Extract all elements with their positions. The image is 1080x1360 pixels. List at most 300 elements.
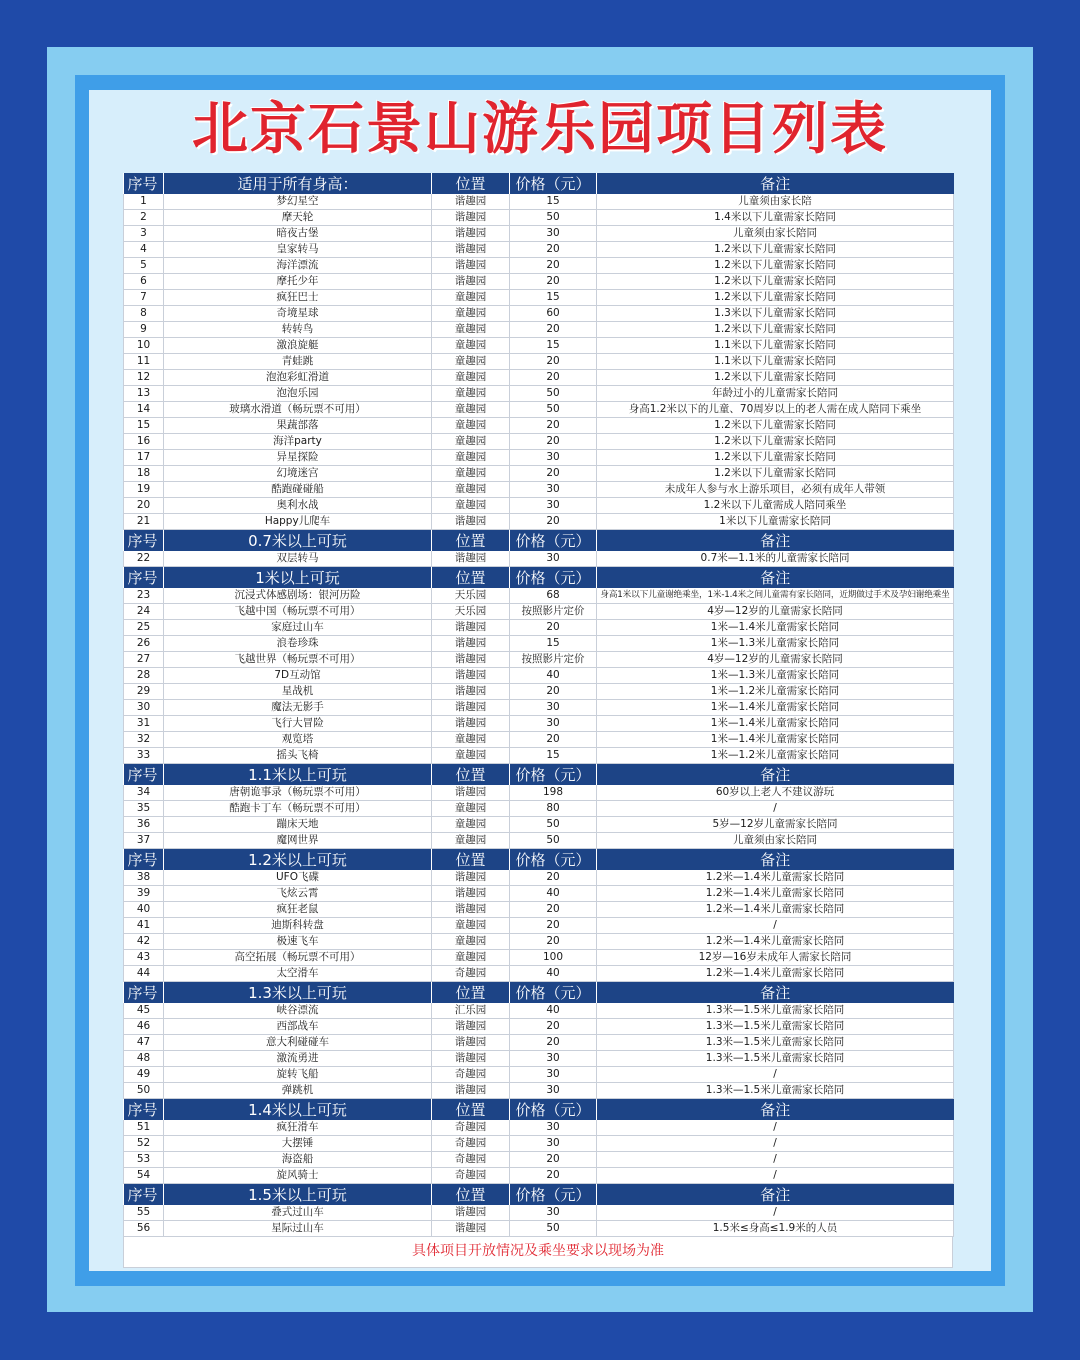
header-location-label: 位置 bbox=[432, 530, 510, 552]
ride-location: 童趣园 bbox=[432, 450, 510, 466]
ride-name: 星战机 bbox=[164, 684, 432, 700]
header-price-label: 价格（元） bbox=[510, 849, 597, 871]
ride-name: 浪卷珍珠 bbox=[164, 636, 432, 652]
ride-note: 4岁—12岁的儿童需家长陪同 bbox=[597, 604, 954, 620]
header-note-label: 备注 bbox=[597, 1099, 954, 1121]
ride-note: / bbox=[597, 1205, 954, 1221]
ride-price: 20 bbox=[510, 274, 597, 290]
ride-price: 30 bbox=[510, 450, 597, 466]
header-note-label: 备注 bbox=[597, 1184, 954, 1206]
ride-name: 奇境星球 bbox=[164, 306, 432, 322]
ride-price: 30 bbox=[510, 1205, 597, 1221]
ride-price: 40 bbox=[510, 966, 597, 982]
ride-note: 1米—1.4米儿童需家长陪同 bbox=[597, 716, 954, 732]
ride-price: 100 bbox=[510, 950, 597, 966]
ride-note: / bbox=[597, 1136, 954, 1152]
header-no-label: 序号 bbox=[124, 849, 164, 871]
row-number: 15 bbox=[124, 418, 164, 434]
header-note-label: 备注 bbox=[597, 567, 954, 589]
row-number: 9 bbox=[124, 322, 164, 338]
ride-location: 谐趣园 bbox=[432, 1205, 510, 1221]
ride-name: 叠式过山车 bbox=[164, 1205, 432, 1221]
ride-note: 1米—1.4米儿童需家长陪同 bbox=[597, 700, 954, 716]
table-row bbox=[124, 290, 954, 306]
ride-name: 疯狂滑车 bbox=[164, 1120, 432, 1136]
row-number: 2 bbox=[124, 210, 164, 226]
row-number: 40 bbox=[124, 902, 164, 918]
section-header bbox=[124, 1184, 954, 1206]
ride-location: 谐趣园 bbox=[432, 668, 510, 684]
header-location-label: 位置 bbox=[432, 567, 510, 589]
table-row bbox=[124, 258, 954, 274]
row-number: 46 bbox=[124, 1019, 164, 1035]
row-number: 48 bbox=[124, 1051, 164, 1067]
ride-location: 童趣园 bbox=[432, 934, 510, 950]
ride-name: 摩托少年 bbox=[164, 274, 432, 290]
ride-location: 谐趣园 bbox=[432, 226, 510, 242]
ride-name: 青蛙跳 bbox=[164, 354, 432, 370]
ride-price: 20 bbox=[510, 1019, 597, 1035]
ride-note: / bbox=[597, 918, 954, 934]
ride-price: 按照影片定价 bbox=[510, 652, 597, 668]
table-row bbox=[124, 1051, 954, 1067]
ride-location: 谐趣园 bbox=[432, 886, 510, 902]
ride-price: 20 bbox=[510, 370, 597, 386]
ride-location: 童趣园 bbox=[432, 817, 510, 833]
ride-name: 高空拓展（畅玩票不可用） bbox=[164, 950, 432, 966]
ride-location: 天乐园 bbox=[432, 604, 510, 620]
row-number: 35 bbox=[124, 801, 164, 817]
header-no-label: 序号 bbox=[124, 567, 164, 589]
header-no-label: 序号 bbox=[124, 173, 164, 194]
ride-name: 果蔬部落 bbox=[164, 418, 432, 434]
table-row bbox=[124, 684, 954, 700]
table-row bbox=[124, 620, 954, 636]
table-row bbox=[124, 306, 954, 322]
ride-note: 1.1米以下儿童需家长陪同 bbox=[597, 338, 954, 354]
row-number: 53 bbox=[124, 1152, 164, 1168]
ride-location: 谐趣园 bbox=[432, 636, 510, 652]
row-number: 49 bbox=[124, 1067, 164, 1083]
ride-price: 20 bbox=[510, 434, 597, 450]
ride-name: 海洋party bbox=[164, 434, 432, 450]
row-number: 19 bbox=[124, 482, 164, 498]
table-row bbox=[124, 652, 954, 668]
header-location-label: 位置 bbox=[432, 849, 510, 871]
header-location-label: 位置 bbox=[432, 1184, 510, 1206]
header-price-label: 价格（元） bbox=[510, 567, 597, 589]
ride-price: 15 bbox=[510, 194, 597, 210]
ride-price: 15 bbox=[510, 290, 597, 306]
ride-note: 12岁—16岁未成年人需家长陪同 bbox=[597, 950, 954, 966]
table-row bbox=[124, 1067, 954, 1083]
table-row bbox=[124, 1205, 954, 1221]
ride-price: 80 bbox=[510, 801, 597, 817]
table-row bbox=[124, 934, 954, 950]
ride-location: 奇趣园 bbox=[432, 1136, 510, 1152]
ride-note: 1.2米以下儿童需家长陪同 bbox=[597, 290, 954, 306]
row-number: 55 bbox=[124, 1205, 164, 1221]
ride-location: 谐趣园 bbox=[432, 1051, 510, 1067]
section-header bbox=[124, 530, 954, 552]
ride-note: 年龄过小的儿童需家长陪同 bbox=[597, 386, 954, 402]
table-row bbox=[124, 370, 954, 386]
row-number: 34 bbox=[124, 785, 164, 801]
ride-note: / bbox=[597, 801, 954, 817]
row-number: 41 bbox=[124, 918, 164, 934]
ride-name: 飞越世界（畅玩票不可用） bbox=[164, 652, 432, 668]
ride-price: 20 bbox=[510, 918, 597, 934]
ride-note: 0.7米—1.1米的儿童需家长陪同 bbox=[597, 551, 954, 567]
ride-note: 1.2米以下儿童需家长陪同 bbox=[597, 322, 954, 338]
ride-name: 飞越中国（畅玩票不可用） bbox=[164, 604, 432, 620]
ride-location: 谐趣园 bbox=[432, 700, 510, 716]
section-height-label: 1.4米以上可玩 bbox=[164, 1099, 432, 1121]
table-row bbox=[124, 817, 954, 833]
ride-price: 20 bbox=[510, 620, 597, 636]
table-row bbox=[124, 210, 954, 226]
row-number: 36 bbox=[124, 817, 164, 833]
table-row bbox=[124, 386, 954, 402]
ride-note: 1.1米以下儿童需家长陪同 bbox=[597, 354, 954, 370]
ride-note: 1.2米以下儿童需家长陪同 bbox=[597, 242, 954, 258]
row-number: 1 bbox=[124, 194, 164, 210]
table-row bbox=[124, 732, 954, 748]
section-header bbox=[124, 567, 954, 589]
ride-note: 儿童须由家长陪同 bbox=[597, 226, 954, 242]
ride-note: 1.2米以下儿童需家长陪同 bbox=[597, 274, 954, 290]
row-number: 14 bbox=[124, 402, 164, 418]
ride-name: 酷跑碰碰船 bbox=[164, 482, 432, 498]
row-number: 51 bbox=[124, 1120, 164, 1136]
table-row bbox=[124, 1083, 954, 1099]
row-number: 30 bbox=[124, 700, 164, 716]
ride-note: 未成年人参与水上游乐项目，必须有成年人带领 bbox=[597, 482, 954, 498]
ride-note: 1.3米—1.5米儿童需家长陪同 bbox=[597, 1003, 954, 1019]
ride-price: 20 bbox=[510, 466, 597, 482]
ride-note: 身高1米以下儿童谢绝乘坐，1米-1.4米之间儿童需有家长陪同，近期做过手术及孕妇谢绝乘坐 bbox=[597, 588, 954, 604]
row-number: 6 bbox=[124, 274, 164, 290]
ride-price: 50 bbox=[510, 386, 597, 402]
ride-note: 1.3米—1.5米儿童需家长陪同 bbox=[597, 1051, 954, 1067]
ride-price: 50 bbox=[510, 210, 597, 226]
ride-location: 童趣园 bbox=[432, 833, 510, 849]
header-note-label: 备注 bbox=[597, 982, 954, 1004]
ride-price: 按照影片定价 bbox=[510, 604, 597, 620]
ride-name: 西部战车 bbox=[164, 1019, 432, 1035]
ride-price: 40 bbox=[510, 886, 597, 902]
header-no-label: 序号 bbox=[124, 530, 164, 552]
ride-location: 童趣园 bbox=[432, 732, 510, 748]
ride-name: 海盗船 bbox=[164, 1152, 432, 1168]
ride-note: / bbox=[597, 1067, 954, 1083]
ride-note: 1米以下儿童需家长陪同 bbox=[597, 514, 954, 530]
ride-note: 1.3米—1.5米儿童需家长陪同 bbox=[597, 1035, 954, 1051]
table-row bbox=[124, 354, 954, 370]
ride-price: 20 bbox=[510, 934, 597, 950]
header-note-label: 备注 bbox=[597, 530, 954, 552]
ride-price: 20 bbox=[510, 684, 597, 700]
row-number: 37 bbox=[124, 833, 164, 849]
ride-location: 奇趣园 bbox=[432, 1168, 510, 1184]
header-location-label: 位置 bbox=[432, 1099, 510, 1121]
table-row bbox=[124, 1019, 954, 1035]
ride-location: 童趣园 bbox=[432, 748, 510, 764]
table-row bbox=[124, 1035, 954, 1051]
ride-price: 15 bbox=[510, 636, 597, 652]
header-price-label: 价格（元） bbox=[510, 1184, 597, 1206]
ride-location: 奇趣园 bbox=[432, 1120, 510, 1136]
ride-name: 魔网世界 bbox=[164, 833, 432, 849]
table-row bbox=[124, 402, 954, 418]
header-note-label: 备注 bbox=[597, 173, 954, 194]
section-height-label: 0.7米以上可玩 bbox=[164, 530, 432, 552]
section-header bbox=[124, 1099, 954, 1121]
ride-price: 15 bbox=[510, 748, 597, 764]
ride-name: 旋转飞船 bbox=[164, 1067, 432, 1083]
ride-note: / bbox=[597, 1152, 954, 1168]
ride-name: 奥利水战 bbox=[164, 498, 432, 514]
ride-name: 大摆锤 bbox=[164, 1136, 432, 1152]
ride-name: 蹦床天地 bbox=[164, 817, 432, 833]
ride-price: 50 bbox=[510, 1221, 597, 1237]
ride-location: 谐趣园 bbox=[432, 652, 510, 668]
table-row bbox=[124, 1136, 954, 1152]
ride-note: 1.3米—1.5米儿童需家长陪同 bbox=[597, 1083, 954, 1099]
ride-note: 1米—1.4米儿童需家长陪同 bbox=[597, 620, 954, 636]
row-number: 44 bbox=[124, 966, 164, 982]
ride-note: 儿童须由家长陪 bbox=[597, 194, 954, 210]
table-row bbox=[124, 902, 954, 918]
ride-name: 家庭过山车 bbox=[164, 620, 432, 636]
ride-price: 30 bbox=[510, 1067, 597, 1083]
table-row bbox=[124, 1003, 954, 1019]
row-number: 32 bbox=[124, 732, 164, 748]
table-row bbox=[124, 833, 954, 849]
header-price-label: 价格（元） bbox=[510, 173, 597, 194]
ride-price: 20 bbox=[510, 418, 597, 434]
table-row bbox=[124, 801, 954, 817]
table-row bbox=[124, 450, 954, 466]
ride-name: 疯狂巴士 bbox=[164, 290, 432, 306]
row-number: 43 bbox=[124, 950, 164, 966]
table-row bbox=[124, 418, 954, 434]
ride-location: 童趣园 bbox=[432, 290, 510, 306]
ride-name: 峡谷漂流 bbox=[164, 1003, 432, 1019]
ride-note: 4岁—12岁的儿童需家长陪同 bbox=[597, 652, 954, 668]
table-row bbox=[124, 918, 954, 934]
section-header bbox=[124, 764, 954, 786]
ride-price: 198 bbox=[510, 785, 597, 801]
ride-name: 梦幻星空 bbox=[164, 194, 432, 210]
ride-note: 5岁—12岁儿童需家长陪同 bbox=[597, 817, 954, 833]
row-number: 26 bbox=[124, 636, 164, 652]
ride-price: 20 bbox=[510, 1035, 597, 1051]
ride-location: 奇趣园 bbox=[432, 966, 510, 982]
header-no-label: 序号 bbox=[124, 1099, 164, 1121]
row-number: 56 bbox=[124, 1221, 164, 1237]
table-row bbox=[124, 274, 954, 290]
ride-name: 星际过山车 bbox=[164, 1221, 432, 1237]
ride-note: 1.5米≤身高≤1.9米的人员 bbox=[597, 1221, 954, 1237]
ride-name: 疯狂老鼠 bbox=[164, 902, 432, 918]
row-number: 18 bbox=[124, 466, 164, 482]
ride-location: 童趣园 bbox=[432, 801, 510, 817]
ride-note: 1.3米—1.5米儿童需家长陪同 bbox=[597, 1019, 954, 1035]
ride-note: / bbox=[597, 1168, 954, 1184]
ride-price: 30 bbox=[510, 482, 597, 498]
ride-name: 唐朝诡事录（畅玩票不可用） bbox=[164, 785, 432, 801]
ride-location: 谐趣园 bbox=[432, 514, 510, 530]
ride-location: 谐趣园 bbox=[432, 684, 510, 700]
ride-location: 童趣园 bbox=[432, 466, 510, 482]
ride-price: 30 bbox=[510, 1051, 597, 1067]
ride-location: 汇乐园 bbox=[432, 1003, 510, 1019]
table-row bbox=[124, 886, 954, 902]
header-no-label: 序号 bbox=[124, 764, 164, 786]
section-header bbox=[124, 173, 954, 194]
table-row bbox=[124, 1152, 954, 1168]
ride-note: 1.2米以下儿童需成人陪同乘坐 bbox=[597, 498, 954, 514]
row-number: 23 bbox=[124, 588, 164, 604]
ride-price: 30 bbox=[510, 1083, 597, 1099]
table-row bbox=[124, 636, 954, 652]
row-number: 22 bbox=[124, 551, 164, 567]
row-number: 8 bbox=[124, 306, 164, 322]
ride-location: 谐趣园 bbox=[432, 716, 510, 732]
ride-price: 20 bbox=[510, 732, 597, 748]
ride-note: 1米—1.3米儿童需家长陪同 bbox=[597, 668, 954, 684]
table-row bbox=[124, 870, 954, 886]
ride-note: 1米—1.3米儿童需家长陪同 bbox=[597, 636, 954, 652]
ride-location: 谐趣园 bbox=[432, 870, 510, 886]
ride-location: 奇趣园 bbox=[432, 1067, 510, 1083]
ride-note: 1.2米以下儿童需家长陪同 bbox=[597, 434, 954, 450]
ride-name: 太空滑车 bbox=[164, 966, 432, 982]
header-location-label: 位置 bbox=[432, 173, 510, 194]
ride-note: 儿童须由家长陪同 bbox=[597, 833, 954, 849]
ride-location: 谐趣园 bbox=[432, 210, 510, 226]
ride-price: 15 bbox=[510, 338, 597, 354]
ride-location: 童趣园 bbox=[432, 434, 510, 450]
row-number: 10 bbox=[124, 338, 164, 354]
header-price-label: 价格（元） bbox=[510, 1099, 597, 1121]
ride-location: 童趣园 bbox=[432, 306, 510, 322]
ride-location: 奇趣园 bbox=[432, 1152, 510, 1168]
ride-note: 1.2米以下儿童需家长陪同 bbox=[597, 258, 954, 274]
row-number: 52 bbox=[124, 1136, 164, 1152]
header-no-label: 序号 bbox=[124, 1184, 164, 1206]
ride-price: 40 bbox=[510, 668, 597, 684]
row-number: 45 bbox=[124, 1003, 164, 1019]
ride-note: 1.2米—1.4米儿童需家长陪同 bbox=[597, 902, 954, 918]
ride-price: 40 bbox=[510, 1003, 597, 1019]
ride-price: 50 bbox=[510, 833, 597, 849]
section-height-label: 1.1米以上可玩 bbox=[164, 764, 432, 786]
ride-location: 谐趣园 bbox=[432, 258, 510, 274]
row-number: 28 bbox=[124, 668, 164, 684]
ride-location: 童趣园 bbox=[432, 386, 510, 402]
row-number: 20 bbox=[124, 498, 164, 514]
section-height-label: 1.2米以上可玩 bbox=[164, 849, 432, 871]
ride-price: 20 bbox=[510, 242, 597, 258]
ride-note: 1.2米以下儿童需家长陪同 bbox=[597, 370, 954, 386]
ride-note: 1.2米—1.4米儿童需家长陪同 bbox=[597, 966, 954, 982]
table-row bbox=[124, 194, 954, 210]
table-row bbox=[124, 604, 954, 620]
header-price-label: 价格（元） bbox=[510, 530, 597, 552]
ride-name: 泡泡乐园 bbox=[164, 386, 432, 402]
ride-location: 谐趣园 bbox=[432, 902, 510, 918]
section-height-label: 1米以上可玩 bbox=[164, 567, 432, 589]
header-location-label: 位置 bbox=[432, 764, 510, 786]
row-number: 4 bbox=[124, 242, 164, 258]
page-title: 北京石景山游乐园项目列表 bbox=[192, 97, 888, 162]
header-note-label: 备注 bbox=[597, 849, 954, 871]
ride-name: 摇头飞椅 bbox=[164, 748, 432, 764]
ride-note: 身高1.2米以下的儿童、70周岁以上的老人需在成人陪同下乘坐 bbox=[597, 402, 954, 418]
ride-name: 皇家转马 bbox=[164, 242, 432, 258]
ride-note: 1.2米—1.4米儿童需家长陪同 bbox=[597, 886, 954, 902]
ride-price: 30 bbox=[510, 1120, 597, 1136]
ride-note: 1.2米—1.4米儿童需家长陪同 bbox=[597, 870, 954, 886]
table-row bbox=[124, 434, 954, 450]
ride-location: 童趣园 bbox=[432, 950, 510, 966]
ride-price: 50 bbox=[510, 817, 597, 833]
ride-name: 玻璃水滑道（畅玩票不可用） bbox=[164, 402, 432, 418]
ride-location: 谐趣园 bbox=[432, 785, 510, 801]
ride-name: 沉浸式体感剧场：银河历险 bbox=[164, 588, 432, 604]
section-header bbox=[124, 849, 954, 871]
row-number: 25 bbox=[124, 620, 164, 636]
ride-price: 30 bbox=[510, 700, 597, 716]
table-row bbox=[124, 242, 954, 258]
ride-note: 1米—1.2米儿童需家长陪同 bbox=[597, 684, 954, 700]
table-row bbox=[124, 950, 954, 966]
table-row bbox=[124, 551, 954, 567]
header-price-label: 价格（元） bbox=[510, 764, 597, 786]
table-row bbox=[124, 1221, 954, 1237]
ride-location: 童趣园 bbox=[432, 402, 510, 418]
ride-price: 30 bbox=[510, 551, 597, 567]
row-number: 21 bbox=[124, 514, 164, 530]
table-row bbox=[124, 482, 954, 498]
ride-note: 1.2米—1.4米儿童需家长陪同 bbox=[597, 934, 954, 950]
ride-price: 20 bbox=[510, 258, 597, 274]
ride-price: 50 bbox=[510, 402, 597, 418]
row-number: 11 bbox=[124, 354, 164, 370]
ride-price: 30 bbox=[510, 716, 597, 732]
ride-location: 天乐园 bbox=[432, 588, 510, 604]
ride-location: 童趣园 bbox=[432, 418, 510, 434]
ride-location: 谐趣园 bbox=[432, 242, 510, 258]
ride-price: 20 bbox=[510, 514, 597, 530]
ride-price: 20 bbox=[510, 1152, 597, 1168]
ride-location: 谐趣园 bbox=[432, 194, 510, 210]
row-number: 27 bbox=[124, 652, 164, 668]
ride-price: 20 bbox=[510, 902, 597, 918]
ride-location: 谐趣园 bbox=[432, 620, 510, 636]
ride-location: 童趣园 bbox=[432, 338, 510, 354]
table-row bbox=[124, 322, 954, 338]
ride-price: 60 bbox=[510, 306, 597, 322]
ride-note: 1.2米以下儿童需家长陪同 bbox=[597, 450, 954, 466]
table-row bbox=[124, 700, 954, 716]
ride-price: 20 bbox=[510, 322, 597, 338]
ride-table-body bbox=[124, 173, 954, 1237]
row-number: 38 bbox=[124, 870, 164, 886]
ride-name: 双层转马 bbox=[164, 551, 432, 567]
